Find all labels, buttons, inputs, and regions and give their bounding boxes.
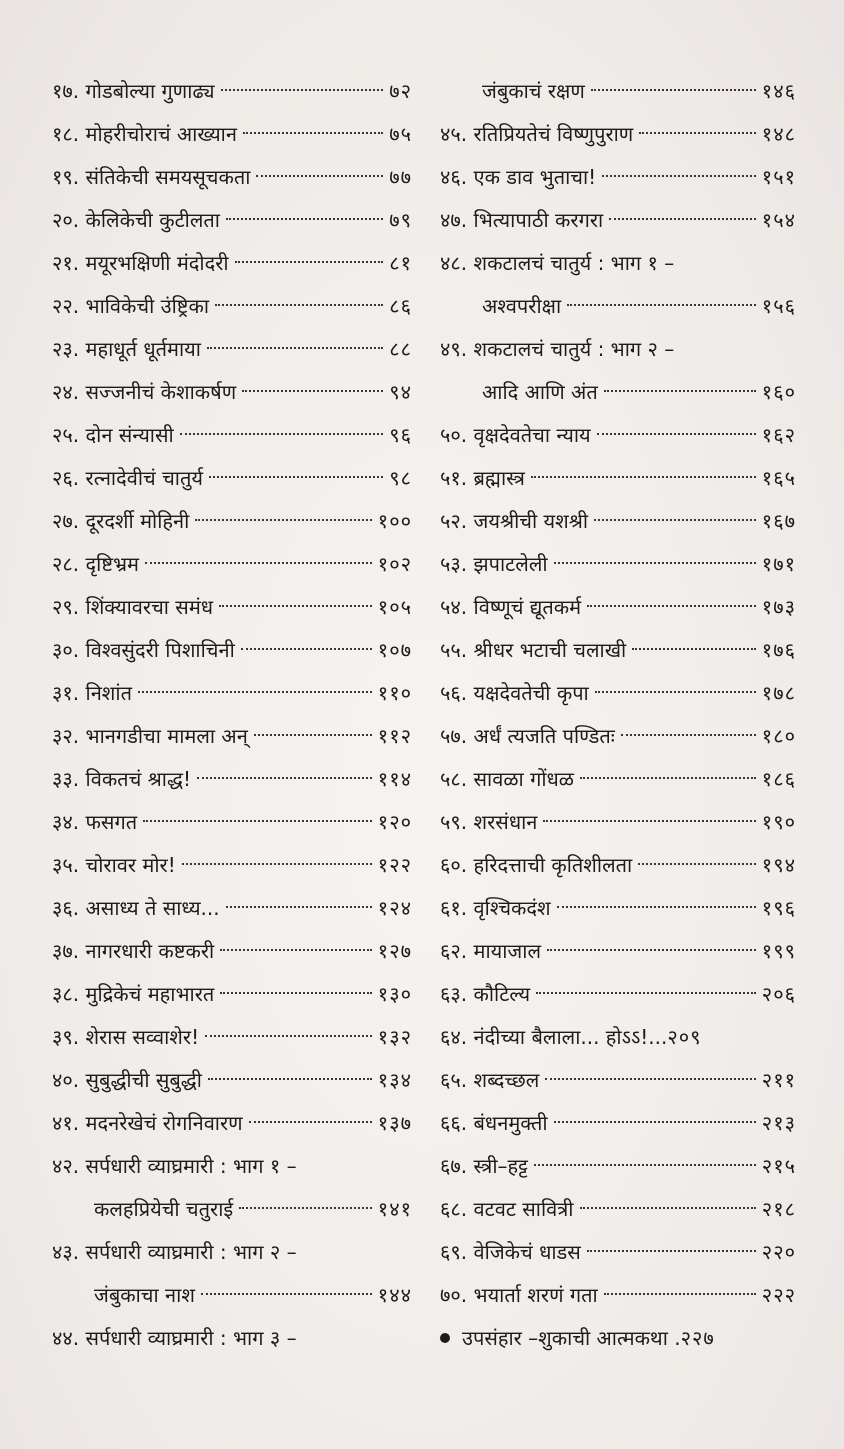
- dot-leader: [180, 433, 384, 435]
- toc-entry-page-number: २१३: [761, 1111, 796, 1135]
- dot-leader: [591, 89, 756, 91]
- toc-entry-page-number: १२४: [377, 896, 412, 920]
- toc-entry-page-number: १६२: [761, 423, 796, 447]
- toc-entry-title: १९. संतिकेची समयसूचकता: [52, 165, 251, 189]
- dot-leader: [241, 648, 372, 650]
- toc-entry-title: ४४. सर्पधारी व्याघ्रमारी : भाग ३ –: [52, 1326, 297, 1350]
- dot-leader: [595, 691, 756, 693]
- toc-entry-title: जंबुकाचा नाश: [94, 1283, 195, 1307]
- toc-entry-title: २१. मयूरभक्षिणी मंदोदरी: [52, 251, 229, 275]
- toc-entry: [440, 457, 796, 500]
- toc-entry-title: ६०. हरिदत्ताची कृतिशीलता: [440, 853, 633, 877]
- dot-leader: [638, 863, 756, 865]
- toc-entry: [52, 1317, 412, 1360]
- toc-entry: [52, 113, 412, 156]
- toc-entry-title: २५. दोन संन्यासी: [52, 423, 174, 447]
- toc-entry-page-number: १०५: [377, 595, 412, 619]
- toc-entry-page-number: ८१: [389, 251, 412, 275]
- toc-column-left: [52, 70, 412, 1360]
- dot-leader: [543, 820, 755, 822]
- dot-leader: [602, 175, 756, 177]
- toc-entry-title: ३६. असाध्य ते साध्य...: [52, 896, 220, 920]
- toc-entry: [52, 1188, 412, 1231]
- toc-column-right: [440, 70, 796, 1360]
- dot-leader: [143, 820, 372, 822]
- toc-entry: [52, 758, 412, 801]
- toc-entry-page-number: १६०: [761, 380, 796, 404]
- dot-leader: [226, 218, 383, 220]
- dot-leader: [138, 691, 372, 693]
- toc-entry-page-number: ११४: [377, 767, 412, 791]
- toc-entry-page-number: १४८: [761, 122, 796, 146]
- dot-leader: [597, 433, 756, 435]
- dot-leader: [249, 1121, 372, 1123]
- toc-entry: [52, 500, 412, 543]
- toc-entry-title: ६९. वेजिकेचं धाडस: [440, 1240, 581, 1264]
- dot-leader: [639, 132, 756, 134]
- toc-entry: [440, 199, 796, 242]
- toc-entry-page-number: ७७: [389, 165, 412, 189]
- toc-entry-title: ६४. नंदीच्या बैलाला... होऽऽ!...: [440, 1025, 668, 1049]
- toc-entry-page-number: ७२: [389, 79, 412, 103]
- dot-leader: [621, 734, 756, 736]
- dot-leader: [580, 1207, 756, 1209]
- toc-entry-title: ६३. कौटिल्य: [440, 982, 531, 1006]
- toc-entry-page-number: ९६: [389, 423, 412, 447]
- toc-entry-title: ४१. मदनरेखेचं रोगनिवारण: [52, 1111, 243, 1135]
- toc-entry-title: ३०. विश्वसुंदरी पिशाचिनी: [52, 638, 235, 662]
- toc-entry: [52, 844, 412, 887]
- dot-leader: [254, 734, 372, 736]
- dot-leader: [632, 648, 756, 650]
- toc-entry: [440, 586, 796, 629]
- toc-entry-page-number: १९६: [761, 896, 796, 920]
- toc-entry-title: अश्वपरीक्षा: [482, 294, 562, 318]
- toc-entry-title: २७. दूरदर्शी मोहिनी: [52, 509, 190, 533]
- toc-entry-title: १८. मोहरीचोराचं आख्यान: [52, 122, 237, 146]
- toc-entry-page-number: १४६: [761, 79, 796, 103]
- toc-entry-page-number: १५४: [761, 208, 796, 232]
- dot-leader: [221, 89, 384, 91]
- toc-entry: [52, 1016, 412, 1059]
- dot-leader: [256, 175, 383, 177]
- toc-entry-title: २२. भाविकेची उंष्ट्रिका: [52, 294, 210, 318]
- dot-leader: [554, 1121, 756, 1123]
- toc-entry-title: ३७. नागरधारी कष्टकरी: [52, 939, 215, 963]
- dot-leader: [557, 906, 756, 908]
- toc-entry: [440, 328, 796, 371]
- toc-entry: [52, 1059, 412, 1102]
- toc-entry: [440, 156, 796, 199]
- toc-entry-title: ५७. अर्धं त्यजति पण्डितः: [440, 724, 615, 748]
- toc-entry-page-number: १३७: [377, 1111, 412, 1135]
- dot-leader: [220, 992, 372, 994]
- toc-entry-title: ४९. शकटालचं चातुर्य : भाग २ –: [440, 337, 675, 361]
- toc-entry: [52, 1145, 412, 1188]
- toc-entry-title: ४६. एक डाव भुताचा!: [440, 165, 597, 189]
- toc-entry: [52, 930, 412, 973]
- toc-entry-page-number: १७१: [761, 552, 796, 576]
- toc-entry-page-number: २२२: [761, 1283, 796, 1307]
- toc-entry: [440, 801, 796, 844]
- toc-entry-page-number: १५१: [761, 165, 796, 189]
- toc-entry: [52, 70, 412, 113]
- toc-entry: [440, 1016, 796, 1059]
- toc-entry: [440, 1317, 796, 1360]
- toc-entry-page-number: ७५: [389, 122, 412, 146]
- toc-entry-page-number: १३०: [377, 982, 412, 1006]
- toc-entry: [440, 930, 796, 973]
- toc-entry-title: ४२. सर्पधारी व्याघ्रमारी : भाग १ –: [52, 1154, 297, 1178]
- toc-entry: [440, 672, 796, 715]
- toc-entry-page-number: ९४: [389, 380, 412, 404]
- dot-leader: [587, 605, 756, 607]
- toc-entry-title: ७०. भयार्ता शरणं गता: [440, 1283, 598, 1307]
- toc-entry-page-number: १४१: [377, 1197, 412, 1221]
- toc-entry: [440, 715, 796, 758]
- dot-leader: [580, 777, 756, 779]
- toc-entry-page-number: १२७: [377, 939, 412, 963]
- toc-entry: [52, 414, 412, 457]
- toc-entry-page-number: २१५: [761, 1154, 796, 1178]
- toc-entry-title: १७. गोडबोल्या गुणाढ्य: [52, 79, 215, 103]
- dot-leader: [182, 863, 372, 865]
- toc-entry-title: ४३. सर्पधारी व्याघ्रमारी : भाग २ –: [52, 1240, 297, 1264]
- toc-entry: [52, 887, 412, 930]
- dot-leader: [242, 390, 383, 392]
- toc-entry-page-number: १०७: [377, 638, 412, 662]
- toc-entry-page-number: ११०: [377, 681, 412, 705]
- toc-entry: [52, 242, 412, 285]
- dot-leader: [554, 562, 756, 564]
- dot-leader: [235, 261, 384, 263]
- toc-entry: [440, 285, 796, 328]
- toc-entry: [440, 1059, 796, 1102]
- toc-entry-page-number: १२२: [377, 853, 412, 877]
- dot-leader: [604, 1293, 756, 1295]
- dot-leader: [197, 777, 372, 779]
- toc-entry-title: ३४. फसगत: [52, 810, 138, 834]
- dot-leader: [219, 605, 372, 607]
- toc-entry-title: आदि आणि अंत: [482, 380, 598, 404]
- toc-entry-page-number: १२०: [377, 810, 412, 834]
- toc-entry-page-number: १९९: [761, 939, 796, 963]
- toc-entry-page-number: २०६: [761, 982, 796, 1006]
- toc-entry-title: ५६. यक्षदेवतेची कृपा: [440, 681, 589, 705]
- toc-entry-title: ६२. मायाजाल: [440, 939, 542, 963]
- toc-entry-page-number: २१८: [761, 1197, 796, 1221]
- toc-entry: [440, 371, 796, 414]
- toc-entry-page-number: ८८: [389, 337, 412, 361]
- toc-entry: [52, 199, 412, 242]
- toc-entry-title: जंबुकाचं रक्षण: [482, 79, 585, 103]
- toc-entry-title: २४. सज्जनीचं केशाकर्षण: [52, 380, 237, 404]
- toc-entry-title: ६१. वृश्चिकदंश: [440, 896, 551, 920]
- bullet-icon: [440, 1333, 450, 1343]
- toc-entry: [52, 285, 412, 328]
- toc-entry-title: ३९. शेरास सव्वाशेर!: [52, 1025, 200, 1049]
- toc-entry-title: ३८. मुद्रिकेचं महाभारत: [52, 982, 215, 1006]
- toc-entry-title: ३५. चोरावर मोर!: [52, 853, 176, 877]
- toc-entry: [52, 715, 412, 758]
- toc-entry-page-number: १९४: [761, 853, 796, 877]
- toc-entry-title: ६६. बंधनमुक्ती: [440, 1111, 548, 1135]
- toc-entry: [440, 414, 796, 457]
- toc-entry-page-number: २२७: [680, 1326, 715, 1350]
- toc-entry-title: २३. महाधूर्त धूर्तमाया: [52, 337, 201, 361]
- toc-entry: [440, 844, 796, 887]
- toc-entry: [52, 672, 412, 715]
- toc-entry-page-number: १६७: [761, 509, 796, 533]
- dot-leader: [594, 519, 756, 521]
- toc-entry: [52, 1231, 412, 1274]
- toc-entry: [52, 457, 412, 500]
- dot-leader: [547, 949, 756, 951]
- toc-entry: [440, 1102, 796, 1145]
- toc-entry: [52, 543, 412, 586]
- toc-entry-title: २८. दृष्टिभ्रम: [52, 552, 140, 576]
- toc-entry-title: ५८. सावळा गोंधळ: [440, 767, 575, 791]
- toc-entry: [440, 70, 796, 113]
- toc-entry-page-number: १००: [377, 509, 412, 533]
- dot-leader: [226, 906, 372, 908]
- toc-entry-title: ५०. वृक्षदेवतेचा न्याय: [440, 423, 591, 447]
- toc-entry: [52, 328, 412, 371]
- dot-leader: [220, 949, 372, 951]
- toc-entry-title: ४०. सुबुद्धीची सुबुद्धी: [52, 1068, 202, 1092]
- toc-entry-page-number: १८६: [761, 767, 796, 791]
- dot-leader: [205, 1035, 372, 1037]
- toc-entry: [52, 1274, 412, 1317]
- dot-leader: [207, 347, 383, 349]
- toc-entry-title: ५५. श्रीधर भटाची चलाखी: [440, 638, 627, 662]
- toc-entry: [52, 156, 412, 199]
- toc-entry-title: ५२. जयश्रीची यशश्री: [440, 509, 589, 533]
- toc-entry-title: ५९. शरसंधान: [440, 810, 538, 834]
- dot-leader: [536, 992, 756, 994]
- toc-entry-title: ४५. रतिप्रियतेचं विष्णुपुराण: [440, 122, 634, 146]
- toc-entry-title: ३३. विकतचं श्राद्ध!: [52, 767, 191, 791]
- toc-entry-title: २०. केलिकेची कुटीलता: [52, 208, 220, 232]
- toc-entry-title: ४८. शकटालचं चातुर्य : भाग १ –: [440, 251, 675, 275]
- dot-leader: [208, 1078, 372, 1080]
- toc-entry-title: उपसंहार –शुकाची आत्मकथा .: [462, 1326, 681, 1350]
- toc-entry-title: ६७. स्त्री–हट्ट: [440, 1154, 528, 1178]
- toc-entry-page-number: ७९: [389, 208, 412, 232]
- toc-entry: [440, 758, 796, 801]
- toc-entry: [440, 1188, 796, 1231]
- toc-entry-page-number: २०९: [667, 1025, 702, 1049]
- toc-entry-page-number: १३२: [377, 1025, 412, 1049]
- toc-entry-page-number: २११: [761, 1068, 796, 1092]
- toc-entry-page-number: ८६: [389, 294, 412, 318]
- toc-entry-page-number: १४४: [377, 1283, 412, 1307]
- dot-leader: [604, 390, 756, 392]
- toc-entry: [440, 1231, 796, 1274]
- toc-entry-title: २९. शिंक्यावरचा समंध: [52, 595, 214, 619]
- toc-entry-page-number: १८०: [761, 724, 796, 748]
- toc-entry-page-number: ११२: [377, 724, 412, 748]
- toc-entry-page-number: १५६: [761, 294, 796, 318]
- toc-entry-page-number: १९०: [761, 810, 796, 834]
- toc-entry-title: ४७. भित्यापाठी करगरा: [440, 208, 604, 232]
- toc-entry-page-number: १०२: [377, 552, 412, 576]
- dot-leader: [567, 304, 756, 306]
- toc-entry-title: कलहप्रियेची चतुराई: [94, 1197, 234, 1221]
- toc-entry: [52, 586, 412, 629]
- dot-leader: [145, 562, 372, 564]
- toc-entry-page-number: १७६: [761, 638, 796, 662]
- dot-leader: [609, 218, 756, 220]
- dot-leader: [201, 1293, 372, 1295]
- toc-entry: [440, 629, 796, 672]
- toc-entry: [52, 629, 412, 672]
- toc-entry-title: ६८. वटवट सावित्री: [440, 1197, 574, 1221]
- toc-entry-page-number: १७८: [761, 681, 796, 705]
- toc-entry: [440, 500, 796, 543]
- dot-leader: [209, 476, 383, 478]
- toc-entry: [52, 1102, 412, 1145]
- toc-entry: [52, 801, 412, 844]
- toc-entry-title: २६. रत्नादेवीचं चातुर्य: [52, 466, 203, 490]
- toc-entry: [440, 973, 796, 1016]
- toc-entry-title: ५३. झपाटलेली: [440, 552, 548, 576]
- dot-leader: [534, 1164, 756, 1166]
- dot-leader: [545, 1078, 755, 1080]
- toc-entry: [52, 371, 412, 414]
- toc-entry-title: ३१. निशांत: [52, 681, 132, 705]
- toc-entry-title: ५१. ब्रह्मास्त्र: [440, 466, 525, 490]
- toc-entry-page-number: १७३: [761, 595, 796, 619]
- toc-entry: [440, 543, 796, 586]
- toc-entry: [440, 887, 796, 930]
- dot-leader: [239, 1207, 372, 1209]
- toc-entry-page-number: १६५: [761, 466, 796, 490]
- dot-leader: [195, 519, 372, 521]
- toc-entry-title: ५४. विष्णूचं द्यूतकर्म: [440, 595, 582, 619]
- toc-entry: [440, 242, 796, 285]
- toc-entry: [440, 113, 796, 156]
- toc-entry: [52, 973, 412, 1016]
- toc-entry: [440, 1274, 796, 1317]
- toc-entry: [440, 1145, 796, 1188]
- toc-entry-title: ६५. शब्दच्छल: [440, 1068, 540, 1092]
- toc-entry-page-number: ९८: [389, 466, 412, 490]
- dot-leader: [243, 132, 383, 134]
- toc-entry-page-number: २२०: [761, 1240, 796, 1264]
- toc-entry-page-number: १३४: [377, 1068, 412, 1092]
- toc-entry-title: ३२. भानगडीचा मामला अन्: [52, 724, 248, 748]
- dot-leader: [215, 304, 383, 306]
- dot-leader: [531, 476, 756, 478]
- dot-leader: [587, 1250, 756, 1252]
